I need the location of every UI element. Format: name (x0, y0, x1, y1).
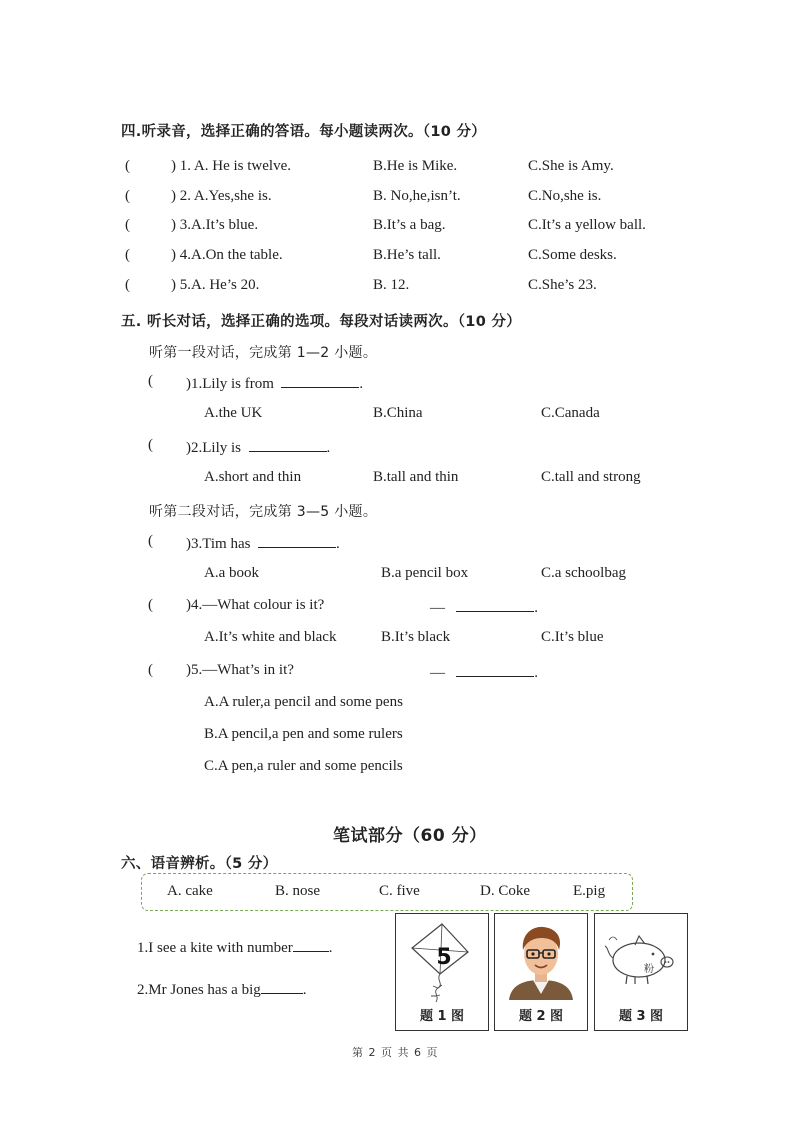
answer-blank[interactable] (261, 979, 303, 994)
question-5-3-option-b: B.a pencil box (381, 565, 469, 581)
phonics-option-a: A. cake (167, 883, 213, 899)
question-5-5-option-c: C.A pen,a ruler and some pencils (204, 758, 403, 774)
picture-1-kite (395, 913, 489, 1031)
question-5-2-option-c: C.tall and strong (541, 469, 641, 485)
answer-paren[interactable]: ( (125, 158, 130, 174)
question-4-2-option-a: ) 2. A.Yes,she is. (171, 188, 272, 204)
answer-blank[interactable] (456, 597, 534, 612)
question-5-4-option-b: B.It’s black (381, 629, 451, 645)
section-5-heading: 五. 听长对话，选择正确的选项。每段对话读两次。（10 分） (121, 314, 522, 330)
answer-blank[interactable] (249, 437, 327, 452)
answer-paren[interactable]: ( (125, 217, 130, 233)
question-4-1-option-c: C.She is Amy. (528, 158, 614, 174)
question-5-3: )3.Tim has . (186, 533, 340, 553)
answer-paren[interactable]: ( (148, 597, 153, 613)
dialog-1-instruction: 听第一段对话，完成第 1—2 小题。 (149, 345, 378, 361)
answer-paren[interactable]: ( (125, 188, 130, 204)
question-5-3-option-c: C.a schoolbag (541, 565, 626, 581)
question-5-2-option-a: A.short and thin (204, 469, 302, 485)
picture-3-label: 题 3 图 (618, 1009, 664, 1024)
answer-paren[interactable]: ( (125, 277, 130, 293)
question-4-4-option-c: C.Some desks. (528, 247, 617, 263)
page-footer: 第 2 页 共 6 页 (352, 1046, 439, 1059)
question-5-1: )1.Lily is from . (186, 373, 363, 393)
question-4-5-option-b: B. 12. (373, 277, 410, 293)
question-5-5-stem: )5.—What’s in it? (186, 662, 294, 678)
answer-paren[interactable]: ( (148, 533, 153, 549)
picture-3-pig (594, 913, 688, 1031)
question-4-2-option-b: B. No,he,isn’t. (373, 188, 461, 204)
section-6-heading: 六、语音辨析。（5 分） (121, 856, 278, 872)
question-5-2: )2.Lily is . (186, 437, 330, 457)
question-5-1-option-c: C.Canada (541, 405, 600, 421)
answer-blank[interactable] (258, 533, 336, 548)
phonics-option-e: E.pig (573, 883, 606, 899)
question-5-5-option-a: A.A ruler,a pencil and some pens (204, 694, 403, 710)
question-4-2-option-c: C.No,she is. (528, 188, 602, 204)
question-4-1-option-b: B.He is Mike. (373, 158, 458, 174)
phonics-option-c: C. five (379, 883, 420, 899)
question-5-3-option-a: A.a book (204, 565, 259, 581)
answer-paren[interactable]: ( (148, 437, 153, 453)
question-4-3-option-b: B.It’s a bag. (373, 217, 446, 233)
dialog-2-instruction: 听第二段对话，完成第 3—5 小题。 (149, 504, 378, 520)
question-4-1-option-a: ) 1. A. He is twelve. (171, 158, 291, 174)
question-5-1-stem: )1.Lily is from (186, 376, 274, 392)
pig-icon (595, 914, 687, 1006)
picture-2-man (494, 913, 588, 1031)
question-5-2-option-b: B.tall and thin (373, 469, 459, 485)
phonics-option-b: B. nose (275, 883, 320, 899)
kite-icon (396, 914, 488, 1006)
question-5-4-option-a: A.It’s white and black (204, 629, 337, 645)
question-5-4-stem: )4.—What colour is it? (186, 597, 325, 613)
answer-blank[interactable] (281, 373, 359, 388)
question-4-4-option-a: ) 4.A.On the table. (171, 247, 283, 263)
phonics-option-d: D. Coke (480, 883, 530, 899)
picture-1-label: 题 1 图 (419, 1009, 465, 1024)
question-4-5-option-c: C.She’s 23. (528, 277, 597, 293)
dash: — (430, 600, 445, 616)
dash: — (430, 665, 445, 681)
question-4-4-option-b: B.He’s tall. (373, 247, 441, 263)
sentence-2: 2.Mr Jones has a big . (137, 979, 307, 999)
question-4-5-option-a: ) 5.A. He’s 20. (171, 277, 260, 293)
question-4-3-option-a: ) 3.A.It’s blue. (171, 217, 259, 233)
question-4-3-option-c: C.It’s a yellow ball. (528, 217, 646, 233)
sentence-1-text: 1.I see a kite with number (137, 940, 293, 956)
question-5-2-stem: )2.Lily is (186, 440, 241, 456)
question-5-1-option-a: A.the UK (204, 405, 263, 421)
question-5-3-stem: )3.Tim has (186, 536, 251, 552)
question-5-4-option-c: C.It’s blue (541, 629, 604, 645)
sentence-1: 1.I see a kite with number . (137, 937, 333, 957)
question-5-4-answer: — . (430, 597, 538, 617)
question-5-5-option-b: B.A pencil,a pen and some rulers (204, 726, 403, 742)
section-4-heading: 四.听录音，选择正确的答语。每小题读两次。（10 分） (121, 124, 487, 140)
question-5-5-answer: — . (430, 662, 538, 682)
answer-blank[interactable] (456, 662, 534, 677)
man-portrait-icon (495, 914, 587, 1006)
answer-paren[interactable]: ( (148, 373, 153, 389)
pig-text: 粉 (644, 964, 654, 975)
answer-paren[interactable]: ( (148, 662, 153, 678)
written-part-title: 笔试部分（60 分） (333, 826, 487, 846)
answer-paren[interactable]: ( (125, 247, 130, 263)
picture-2-label: 题 2 图 (518, 1009, 564, 1024)
kite-number: 5 (436, 945, 452, 970)
sentence-2-text: 2.Mr Jones has a big (137, 982, 261, 998)
answer-blank[interactable] (293, 937, 329, 952)
question-5-1-option-b: B.China (373, 405, 423, 421)
